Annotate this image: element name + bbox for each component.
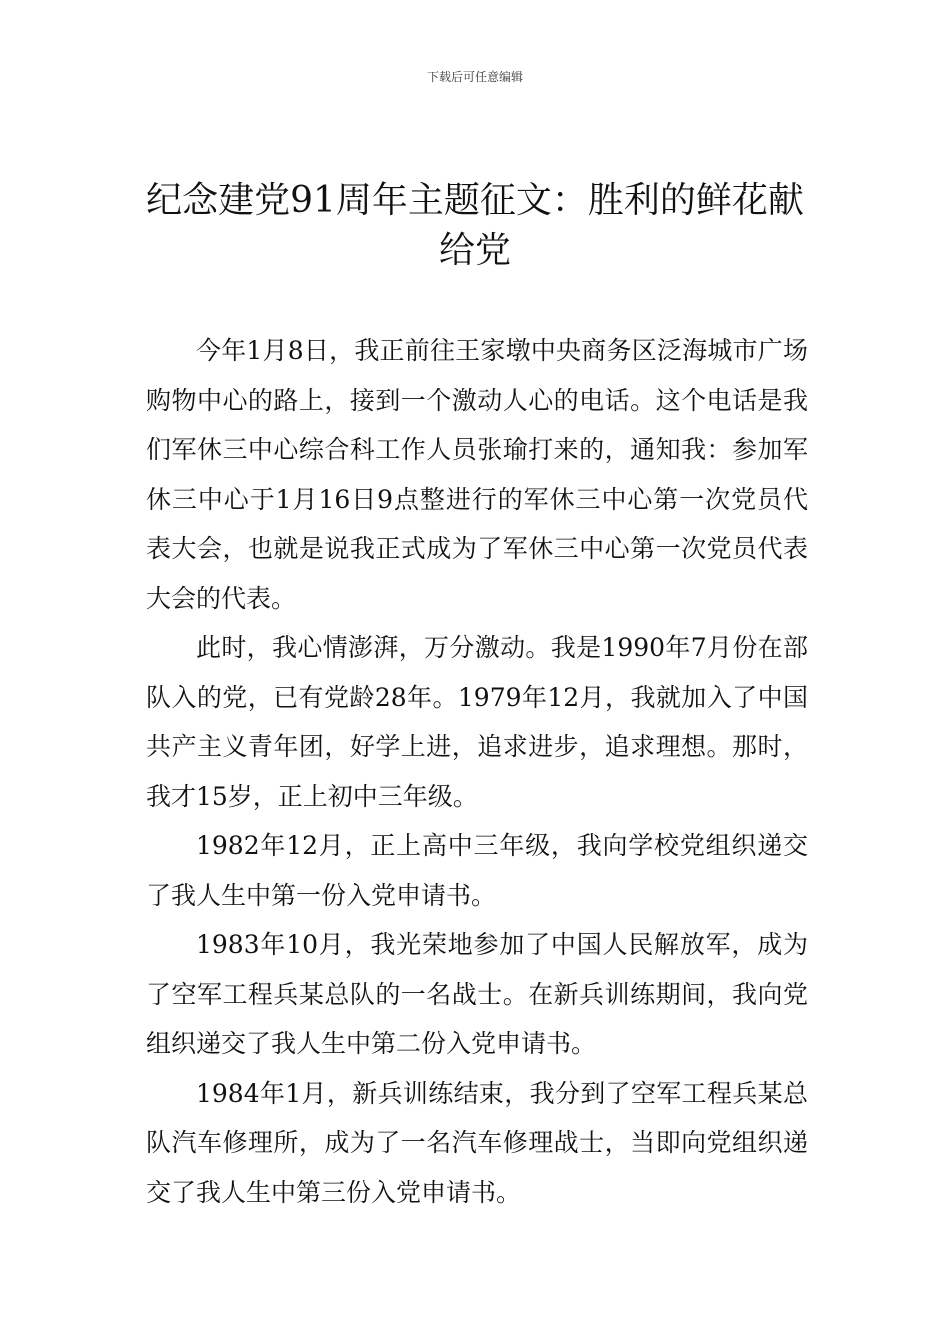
body-paragraph: 此时，我心情澎湃，万分激动。我是1990年7月份在部队入的党，已有党龄28年。1979年12月，我就加入了中国共产主义青年团，好学上进，追求进步，追求理想。那时，我才15岁，正上初中三年级。 bbox=[146, 633, 808, 811]
body-paragraph: 今年1月8日，我正前往王家墩中央商务区泛海城市广场购物中心的路上，接到一个激动人心的电话。这个电话是我们军休三中心综合科工作人员张瑜打来的，通知我：参加军休三中心于1月16日9点整进行的军休三中心第一次党员代表大会，也就是说我正式成为了军休三中心第一次党员代表大会的代表。 bbox=[146, 336, 808, 613]
page-header-note: 下载后可任意编辑 bbox=[426, 70, 523, 84]
document-title: 纪念建党91周年主题征文：胜利的鲜花献给党 bbox=[146, 180, 804, 271]
body-paragraph: 1983年10月，我光荣地参加了中国人民解放军，成为了空军工程兵某总队的一名战士。在新兵训练期间，我向党组织递交了我人生中第二份入党申请书。 bbox=[146, 930, 808, 1058]
body-paragraph: 1982年12月，正上高中三年级，我向学校党组织递交了我人生中第一份入党申请书。 bbox=[146, 831, 808, 910]
document-body bbox=[146, 326, 808, 1217]
body-paragraph: 1984年1月，新兵训练结束，我分到了空军工程兵某总队汽车修理所，成为了一名汽车修理战士，当即向党组织递交了我人生中第三份入党申请书。 bbox=[146, 1078, 808, 1207]
